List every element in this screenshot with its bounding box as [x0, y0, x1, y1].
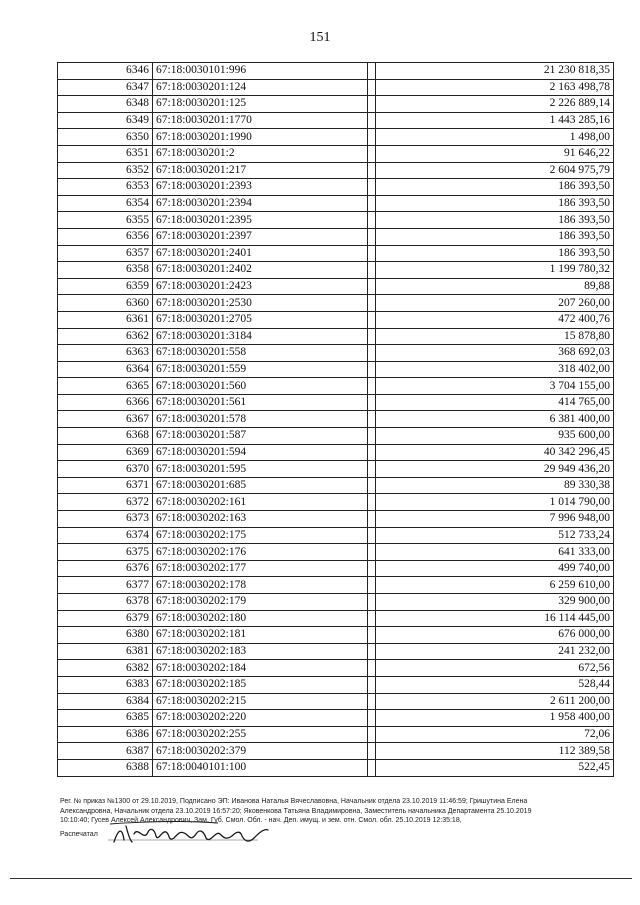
- spacer-cell: [368, 710, 376, 727]
- cadastral-value-cell: 368 692,03: [376, 345, 614, 362]
- spacer-cell: [368, 494, 376, 511]
- cadastral-number-cell: 67:18:0030202:183: [153, 643, 368, 660]
- cadastral-value-cell: 72,06: [376, 726, 614, 743]
- row-number-cell: 6378: [58, 594, 153, 611]
- spacer-cell: [368, 643, 376, 660]
- row-number-cell: 6347: [58, 79, 153, 96]
- cadastral-value-cell: 2 604 975,79: [376, 162, 614, 179]
- printed-by-label: Распечатал: [60, 830, 98, 838]
- row-number-cell: 6367: [58, 411, 153, 428]
- cadastral-number-cell: 67:18:0030202:184: [153, 660, 368, 677]
- spacer-cell: [368, 228, 376, 245]
- cadastral-number-cell: 67:18:0030201:578: [153, 411, 368, 428]
- cadastral-number-cell: 67:18:0030201:594: [153, 444, 368, 461]
- cadastral-value-cell: 186 393,50: [376, 212, 614, 229]
- cadastral-value-cell: 522,45: [376, 759, 614, 776]
- spacer-cell: [368, 627, 376, 644]
- cadastral-value-cell: 15 878,80: [376, 328, 614, 345]
- cadastral-value-cell: 112 389,58: [376, 743, 614, 760]
- table-row: [58, 295, 614, 312]
- cadastral-number-cell: 67:18:0030202:215: [153, 693, 368, 710]
- table-row: [58, 63, 614, 80]
- spacer-cell: [368, 394, 376, 411]
- cadastral-number-cell: 67:18:0030201:2401: [153, 245, 368, 262]
- cadastral-value-cell: 1 014 790,00: [376, 494, 614, 511]
- table-row: [58, 361, 614, 378]
- spacer-cell: [368, 693, 376, 710]
- cadastral-number-cell: 67:18:0030202:177: [153, 560, 368, 577]
- table-row: [58, 726, 614, 743]
- cadastral-number-cell: 67:18:0030201:2423: [153, 278, 368, 295]
- spacer-cell: [368, 79, 376, 96]
- printed-by-row: [60, 826, 600, 844]
- cadastral-value-cell: 207 260,00: [376, 295, 614, 312]
- spacer-cell: [368, 245, 376, 262]
- spacer-cell: [368, 477, 376, 494]
- row-number-cell: 6371: [58, 477, 153, 494]
- cadastral-number-cell: 67:18:0030201:2395: [153, 212, 368, 229]
- spacer-cell: [368, 676, 376, 693]
- spacer-cell: [368, 179, 376, 196]
- table-row: [58, 311, 614, 328]
- cadastral-number-cell: 67:18:0030201:2402: [153, 262, 368, 279]
- cadastral-value-cell: 676 000,00: [376, 627, 614, 644]
- cadastral-value-cell: 414 765,00: [376, 394, 614, 411]
- cadastral-value-cell: 16 114 445,00: [376, 610, 614, 627]
- row-number-cell: 6384: [58, 693, 153, 710]
- table-row: [58, 610, 614, 627]
- cadastral-number-cell: 67:18:0030201:2397: [153, 228, 368, 245]
- table-row: [58, 245, 614, 262]
- cadastral-value-table: [57, 62, 614, 777]
- row-number-cell: 6375: [58, 544, 153, 561]
- spacer-cell: [368, 96, 376, 113]
- table-row: [58, 627, 614, 644]
- table-row: [58, 428, 614, 445]
- row-number-cell: 6376: [58, 560, 153, 577]
- cadastral-value-cell: 40 342 296,45: [376, 444, 614, 461]
- cadastral-number-cell: 67:18:0030202:179: [153, 594, 368, 611]
- cadastral-number-cell: 67:18:0030201:3184: [153, 328, 368, 345]
- registration-footer: [60, 797, 600, 844]
- table-row: [58, 179, 614, 196]
- row-number-cell: 6381: [58, 643, 153, 660]
- cadastral-value-cell: 672,56: [376, 660, 614, 677]
- cadastral-number-cell: 67:18:0030202:255: [153, 726, 368, 743]
- spacer-cell: [368, 560, 376, 577]
- table-row: [58, 511, 614, 528]
- table-row: [58, 544, 614, 561]
- cadastral-value-cell: 186 393,50: [376, 228, 614, 245]
- cadastral-value-cell: 89,88: [376, 278, 614, 295]
- table-row: [58, 461, 614, 478]
- spacer-cell: [368, 527, 376, 544]
- spacer-cell: [368, 411, 376, 428]
- cadastral-number-cell: 67:18:0030202:181: [153, 627, 368, 644]
- row-number-cell: 6364: [58, 361, 153, 378]
- cadastral-value-cell: 186 393,50: [376, 195, 614, 212]
- spacer-cell: [368, 345, 376, 362]
- cadastral-number-cell: 67:18:0030202:220: [153, 710, 368, 727]
- cadastral-number-cell: 67:18:0030201:2394: [153, 195, 368, 212]
- cadastral-value-cell: 499 740,00: [376, 560, 614, 577]
- table-row: [58, 162, 614, 179]
- spacer-cell: [368, 378, 376, 395]
- table-row: [58, 560, 614, 577]
- spacer-cell: [368, 311, 376, 328]
- row-number-cell: 6353: [58, 179, 153, 196]
- spacer-cell: [368, 112, 376, 129]
- spacer-cell: [368, 195, 376, 212]
- cadastral-value-cell: 186 393,50: [376, 179, 614, 196]
- registration-line: Рег. № приказ №1300 от 29.10.2019, Подписано ЭП: Иванова Наталья Вячеславовна, Начальник отдела 23.10.2019 11:46:59; Гришутина Елена: [60, 798, 528, 805]
- spacer-cell: [368, 544, 376, 561]
- cadastral-number-cell: 67:18:0030201:2: [153, 145, 368, 162]
- bottom-rule: [10, 878, 632, 879]
- row-number-cell: 6354: [58, 195, 153, 212]
- row-number-cell: 6380: [58, 627, 153, 644]
- table-row: [58, 643, 614, 660]
- table-row: [58, 228, 614, 245]
- spacer-cell: [368, 594, 376, 611]
- table-row: [58, 129, 614, 146]
- table-row: [58, 710, 614, 727]
- row-number-cell: 6379: [58, 610, 153, 627]
- cadastral-value-cell: 21 230 818,35: [376, 63, 614, 80]
- cadastral-value-cell: 1 443 285,16: [376, 112, 614, 129]
- table-row: [58, 345, 614, 362]
- cadastral-number-cell: 67:18:0030201:559: [153, 361, 368, 378]
- spacer-cell: [368, 511, 376, 528]
- cadastral-value-cell: 1 199 780,32: [376, 262, 614, 279]
- table-row: [58, 394, 614, 411]
- cadastral-value-cell: 186 393,50: [376, 245, 614, 262]
- table-row: [58, 328, 614, 345]
- cadastral-value-cell: 3 704 155,00: [376, 378, 614, 395]
- table-row: [58, 494, 614, 511]
- cadastral-number-cell: 67:18:0030201:587: [153, 428, 368, 445]
- cadastral-value-cell: 91 646,22: [376, 145, 614, 162]
- row-number-cell: 6363: [58, 345, 153, 362]
- table-row: [58, 444, 614, 461]
- table-row: [58, 378, 614, 395]
- row-number-cell: 6382: [58, 660, 153, 677]
- cadastral-value-cell: 89 330,38: [376, 477, 614, 494]
- cadastral-number-cell: 67:18:0030202:180: [153, 610, 368, 627]
- cadastral-value-cell: 2 611 200,00: [376, 693, 614, 710]
- cadastral-value-cell: 29 949 436,20: [376, 461, 614, 478]
- table-body: [58, 63, 614, 777]
- cadastral-value-cell: 329 900,00: [376, 594, 614, 611]
- table-row: [58, 759, 614, 776]
- row-number-cell: 6358: [58, 262, 153, 279]
- row-number-cell: 6349: [58, 112, 153, 129]
- spacer-cell: [368, 461, 376, 478]
- cadastral-value-cell: 318 402,00: [376, 361, 614, 378]
- table-row: [58, 212, 614, 229]
- row-number-cell: 6386: [58, 726, 153, 743]
- registration-line: 10:10:40; Гусев Алексей Александрович, Зам. Губ. Смол. Обл. - нач. Деп. имущ. и зем. отн. Смол. обл. 25.10.2019 12:35:18,: [60, 817, 462, 824]
- spacer-cell: [368, 726, 376, 743]
- table-row: [58, 79, 614, 96]
- cadastral-number-cell: 67:18:0030201:217: [153, 162, 368, 179]
- table-row: [58, 676, 614, 693]
- cadastral-number-cell: 67:18:0030201:560: [153, 378, 368, 395]
- row-number-cell: 6385: [58, 710, 153, 727]
- row-number-cell: 6374: [58, 527, 153, 544]
- table-row: [58, 577, 614, 594]
- cadastral-number-cell: 67:18:0030201:2530: [153, 295, 368, 312]
- cadastral-value-cell: 935 600,00: [376, 428, 614, 445]
- spacer-cell: [368, 610, 376, 627]
- cadastral-number-cell: 67:18:0030202:175: [153, 527, 368, 544]
- spacer-cell: [368, 660, 376, 677]
- row-number-cell: 6346: [58, 63, 153, 80]
- spacer-cell: [368, 129, 376, 146]
- table-row: [58, 477, 614, 494]
- spacer-cell: [368, 444, 376, 461]
- cadastral-number-cell: 67:18:0030201:558: [153, 345, 368, 362]
- cadastral-number-cell: 67:18:0030202:163: [153, 511, 368, 528]
- row-number-cell: 6355: [58, 212, 153, 229]
- row-number-cell: 6362: [58, 328, 153, 345]
- cadastral-number-cell: 67:18:0040101:100: [153, 759, 368, 776]
- cadastral-value-cell: 528,44: [376, 676, 614, 693]
- table-row: [58, 278, 614, 295]
- cadastral-value-cell: 7 996 948,00: [376, 511, 614, 528]
- cadastral-number-cell: 67:18:0030202:185: [153, 676, 368, 693]
- cadastral-number-cell: 67:18:0030201:595: [153, 461, 368, 478]
- cadastral-value-cell: 2 226 889,14: [376, 96, 614, 113]
- table-row: [58, 743, 614, 760]
- row-number-cell: 6348: [58, 96, 153, 113]
- cadastral-value-cell: 2 163 498,78: [376, 79, 614, 96]
- row-number-cell: 6372: [58, 494, 153, 511]
- spacer-cell: [368, 63, 376, 80]
- table-row: [58, 594, 614, 611]
- cadastral-value-cell: 6 381 400,00: [376, 411, 614, 428]
- cadastral-number-cell: 67:18:0030201:2393: [153, 179, 368, 196]
- cadastral-value-cell: 1 958 400,00: [376, 710, 614, 727]
- spacer-cell: [368, 428, 376, 445]
- row-number-cell: 6387: [58, 743, 153, 760]
- cadastral-number-cell: 67:18:0030201:1990: [153, 129, 368, 146]
- table-row: [58, 660, 614, 677]
- cadastral-value-cell: 641 333,00: [376, 544, 614, 561]
- spacer-cell: [368, 162, 376, 179]
- row-number-cell: 6351: [58, 145, 153, 162]
- spacer-cell: [368, 328, 376, 345]
- row-number-cell: 6373: [58, 511, 153, 528]
- row-number-cell: 6388: [58, 759, 153, 776]
- spacer-cell: [368, 278, 376, 295]
- table-row: [58, 411, 614, 428]
- cadastral-value-cell: 241 232,00: [376, 643, 614, 660]
- cadastral-number-cell: 67:18:0030202:161: [153, 494, 368, 511]
- row-number-cell: 6361: [58, 311, 153, 328]
- spacer-cell: [368, 361, 376, 378]
- spacer-cell: [368, 743, 376, 760]
- cadastral-value-cell: 1 498,00: [376, 129, 614, 146]
- table-row: [58, 145, 614, 162]
- spacer-cell: [368, 295, 376, 312]
- row-number-cell: 6359: [58, 278, 153, 295]
- cadastral-number-cell: 67:18:0030201:125: [153, 96, 368, 113]
- row-number-cell: 6350: [58, 129, 153, 146]
- row-number-cell: 6369: [58, 444, 153, 461]
- row-number-cell: 6356: [58, 228, 153, 245]
- spacer-cell: [368, 145, 376, 162]
- table-row: [58, 262, 614, 279]
- table-row: [58, 527, 614, 544]
- cadastral-number-cell: 67:18:0030201:561: [153, 394, 368, 411]
- row-number-cell: 6357: [58, 245, 153, 262]
- cadastral-value-cell: 472 400,76: [376, 311, 614, 328]
- registration-line: Александровна, Начальник отдела 23.10.2019 16:57:20; Яковенкова Татьяна Владимировна, Заместитель начальника Департамента 25.10.2019: [60, 807, 532, 815]
- row-number-cell: 6383: [58, 676, 153, 693]
- cadastral-number-cell: 67:18:0030201:685: [153, 477, 368, 494]
- row-number-cell: 6368: [58, 428, 153, 445]
- handwritten-signature: [108, 820, 278, 848]
- table-row: [58, 96, 614, 113]
- row-number-cell: 6377: [58, 577, 153, 594]
- row-number-cell: 6360: [58, 295, 153, 312]
- cadastral-number-cell: 67:18:0030201:124: [153, 79, 368, 96]
- spacer-cell: [368, 262, 376, 279]
- spacer-cell: [368, 759, 376, 776]
- row-number-cell: 6370: [58, 461, 153, 478]
- cadastral-number-cell: 67:18:0030201:2705: [153, 311, 368, 328]
- row-number-cell: 6365: [58, 378, 153, 395]
- cadastral-value-cell: 6 259 610,00: [376, 577, 614, 594]
- cadastral-value-cell: 512 733,24: [376, 527, 614, 544]
- table-row: [58, 112, 614, 129]
- row-number-cell: 6352: [58, 162, 153, 179]
- cadastral-number-cell: 67:18:0030202:176: [153, 544, 368, 561]
- cadastral-number-cell: 67:18:0030202:178: [153, 577, 368, 594]
- row-number-cell: 6366: [58, 394, 153, 411]
- cadastral-number-cell: 67:18:0030201:1770: [153, 112, 368, 129]
- cadastral-number-cell: 67:18:0030202:379: [153, 743, 368, 760]
- spacer-cell: [368, 577, 376, 594]
- spacer-cell: [368, 212, 376, 229]
- table-row: [58, 693, 614, 710]
- page-number: 151: [309, 30, 331, 45]
- table-row: [58, 195, 614, 212]
- cadastral-number-cell: 67:18:0030101:996: [153, 63, 368, 80]
